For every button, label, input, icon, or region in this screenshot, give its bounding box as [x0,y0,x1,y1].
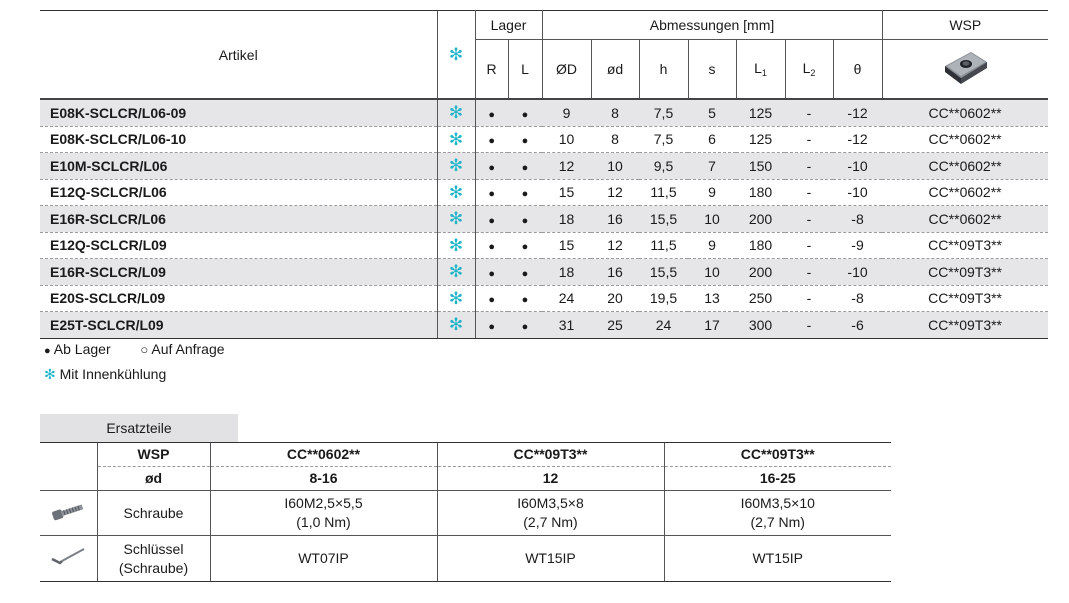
header-l: L [508,40,542,100]
header-s: s [688,40,736,100]
dim-h-cell: 11,5 [639,232,688,259]
article-cell: E08K-SCLCR/L06-09 [40,99,437,126]
ersatzteile-tab: Ersatzteile [40,414,238,442]
dim-d-cell: 12 [591,179,639,206]
article-cell: E12Q-SCLCR/L06 [40,179,437,206]
dim-theta-cell: -10 [833,153,882,180]
article-cell: E08K-SCLCR/L06-10 [40,126,437,153]
dim-l2-cell: - [785,99,833,126]
sp-od-2: 12 [437,467,664,491]
article-cell: E16R-SCLCR/L09 [40,259,437,286]
product-table [40,10,1048,339]
header-lager: Lager [475,11,542,40]
dim-s-cell: 7 [688,153,736,180]
stock-r-dot-icon: ● [475,232,508,259]
dim-d-cell: 31 [542,312,591,339]
article-cell: E12Q-SCLCR/L09 [40,232,437,259]
stock-l-dot-icon: ● [508,99,542,126]
stock-dot-icon: ● [44,345,51,357]
legend-ab-lager: Ab Lager [53,341,111,357]
coolant-icon: ✻ [437,206,475,233]
wsp-cell: CC**09T3** [882,285,1048,312]
table-row [40,179,1048,206]
dim-d-cell: 8 [591,126,639,153]
dim-d-cell: 9 [542,99,591,126]
dim-d-cell: 25 [591,312,639,339]
dim-l1-cell: 200 [736,259,785,286]
dim-h-cell: 15,5 [639,259,688,286]
dim-d-cell: 20 [591,285,639,312]
table-row [40,232,1048,259]
dim-h-cell: 7,5 [639,99,688,126]
stock-l-dot-icon: ● [508,126,542,153]
dim-theta-cell: -10 [833,259,882,286]
insert-icon [941,48,989,88]
dim-h-cell: 11,5 [639,179,688,206]
dim-d-cell: 12 [542,153,591,180]
header-artikel: Artikel [40,11,437,100]
dim-theta-cell: -9 [833,232,882,259]
table-row [40,259,1048,286]
dim-d-cell: 10 [542,126,591,153]
dim-l2-cell: - [785,232,833,259]
dim-l2-cell: - [785,126,833,153]
dim-d-cell: 12 [591,232,639,259]
dim-s-cell: 5 [688,99,736,126]
table-row [40,285,1048,312]
header-l1: $L_1$ [736,40,785,100]
coolant-icon: ✻ [437,126,475,153]
stock-r-dot-icon: ● [475,99,508,126]
dim-theta-cell: -6 [833,312,882,339]
insert-image [882,40,1048,100]
stock-l-dot-icon: ● [508,285,542,312]
dim-d-cell: 18 [542,259,591,286]
coolant-icon: ✻ [437,232,475,259]
coolant-icon: ✻ [437,312,475,339]
dim-h-cell: 9,5 [639,153,688,180]
dim-d-cell: 24 [542,285,591,312]
table-row [40,312,1048,339]
dim-h-cell: 15,5 [639,206,688,233]
wsp-cell: CC**09T3** [882,232,1048,259]
sp-wsp-1: CC**0602** [210,443,437,467]
header-wsp: WSP [882,11,1048,40]
dim-d-cell: 16 [591,206,639,233]
sp-schraube-label: Schraube [97,491,210,536]
sp-od-1: 8-16 [210,467,437,491]
stock-r-dot-icon: ● [475,153,508,180]
dim-d-cell: 8 [591,99,639,126]
stock-l-dot-icon: ● [508,179,542,206]
dim-h-cell: 24 [639,312,688,339]
sp-schluessel-3: WT15IP [664,536,891,582]
on-request-circle-icon: ○ [140,342,149,357]
dim-theta-cell: -12 [833,99,882,126]
article-cell: E16R-SCLCR/L06 [40,206,437,233]
legend-innenkuehlung: Mit Innenkühlung [59,366,167,382]
stock-r-dot-icon: ● [475,206,508,233]
wsp-cell: CC**0602** [882,206,1048,233]
article-cell: E20S-SCLCR/L09 [40,285,437,312]
dim-l1-cell: 250 [736,285,785,312]
sp-od-3: 16-25 [664,467,891,491]
legend-auf-anfrage: Auf Anfrage [151,341,225,357]
stock-l-dot-icon: ● [508,153,542,180]
sp-od-label: ød [97,467,210,491]
dim-l1-cell: 300 [736,312,785,339]
dim-s-cell: 13 [688,285,736,312]
dim-l2-cell: - [785,179,833,206]
dim-d-cell: 16 [591,259,639,286]
stock-l-dot-icon: ● [508,259,542,286]
screw-icon [40,491,97,536]
dim-s-cell: 9 [688,179,736,206]
header-h: h [639,40,688,100]
coolant-icon: ✻ [437,179,475,206]
dim-theta-cell: -8 [833,206,882,233]
header-od-big: ØD [542,40,591,100]
key-icon [40,536,97,582]
coolant-icon: ✻ [437,259,475,286]
table-row [40,126,1048,153]
sp-wsp-label: WSP [97,443,210,467]
dim-theta-cell: -8 [833,285,882,312]
sp-wsp-2: CC**09T3** [437,443,664,467]
wsp-cell: CC**0602** [882,126,1048,153]
sp-schluessel-label: Schlüssel (Schraube) [97,536,210,582]
stock-l-dot-icon: ● [508,232,542,259]
coolant-icon: ✻ [437,99,475,126]
dim-l2-cell: - [785,206,833,233]
dim-s-cell: 9 [688,232,736,259]
dim-d-cell: 15 [542,179,591,206]
article-cell: E10M-SCLCR/L06 [40,153,437,180]
dim-l1-cell: 180 [736,232,785,259]
wsp-cell: CC**0602** [882,179,1048,206]
sp-wsp-3: CC**09T3** [664,443,891,467]
dim-d-cell: 10 [591,153,639,180]
legend-stock [44,341,225,357]
dim-l1-cell: 125 [736,126,785,153]
stock-r-dot-icon: ● [475,259,508,286]
header-od-small: ød [591,40,639,100]
dim-d-cell: 15 [542,232,591,259]
dim-l1-cell: 180 [736,179,785,206]
dim-l1-cell: 200 [736,206,785,233]
dim-s-cell: 10 [688,259,736,286]
dim-theta-cell: -10 [833,179,882,206]
dim-l2-cell: - [785,285,833,312]
stock-r-dot-icon: ● [475,179,508,206]
dim-d-cell: 18 [542,206,591,233]
stock-r-dot-icon: ● [475,285,508,312]
coolant-icon: ✻ [437,285,475,312]
stock-r-dot-icon: ● [475,312,508,339]
wsp-cell: CC**0602** [882,99,1048,126]
sp-schraube-2: I60M3,5×8 (2,7 Nm) [437,491,664,536]
coolant-icon: ✻ [44,366,56,382]
coolant-icon: ✻ [437,153,475,180]
header-abmessungen: Abmessungen [mm] [542,11,882,40]
sp-schluessel-2: WT15IP [437,536,664,582]
dim-l1-cell: 125 [736,99,785,126]
stock-l-dot-icon: ● [508,312,542,339]
stock-l-dot-icon: ● [508,206,542,233]
dim-theta-cell: -12 [833,126,882,153]
dim-l2-cell: - [785,312,833,339]
table-row [40,153,1048,180]
table-row [40,99,1048,126]
wsp-cell: CC**09T3** [882,259,1048,286]
dim-l2-cell: - [785,153,833,180]
spare-parts-table [40,442,891,582]
legend-coolant [44,366,166,382]
dim-s-cell: 10 [688,206,736,233]
stock-r-dot-icon: ● [475,126,508,153]
article-cell: E25T-SCLCR/L09 [40,312,437,339]
header-r: R [475,40,508,100]
header-coolant-icon: ✻ [437,11,475,100]
wsp-cell: CC**09T3** [882,312,1048,339]
dim-s-cell: 6 [688,126,736,153]
dim-s-cell: 17 [688,312,736,339]
dim-h-cell: 19,5 [639,285,688,312]
table-row [40,206,1048,233]
header-theta: θ [833,40,882,100]
dim-l1-cell: 150 [736,153,785,180]
sp-schraube-1: I60M2,5×5,5 (1,0 Nm) [210,491,437,536]
dim-l2-cell: - [785,259,833,286]
dim-h-cell: 7,5 [639,126,688,153]
sp-schluessel-1: WT07IP [210,536,437,582]
wsp-cell: CC**0602** [882,153,1048,180]
header-l2: $L_2$ [785,40,833,100]
sp-schraube-3: I60M3,5×10 (2,7 Nm) [664,491,891,536]
